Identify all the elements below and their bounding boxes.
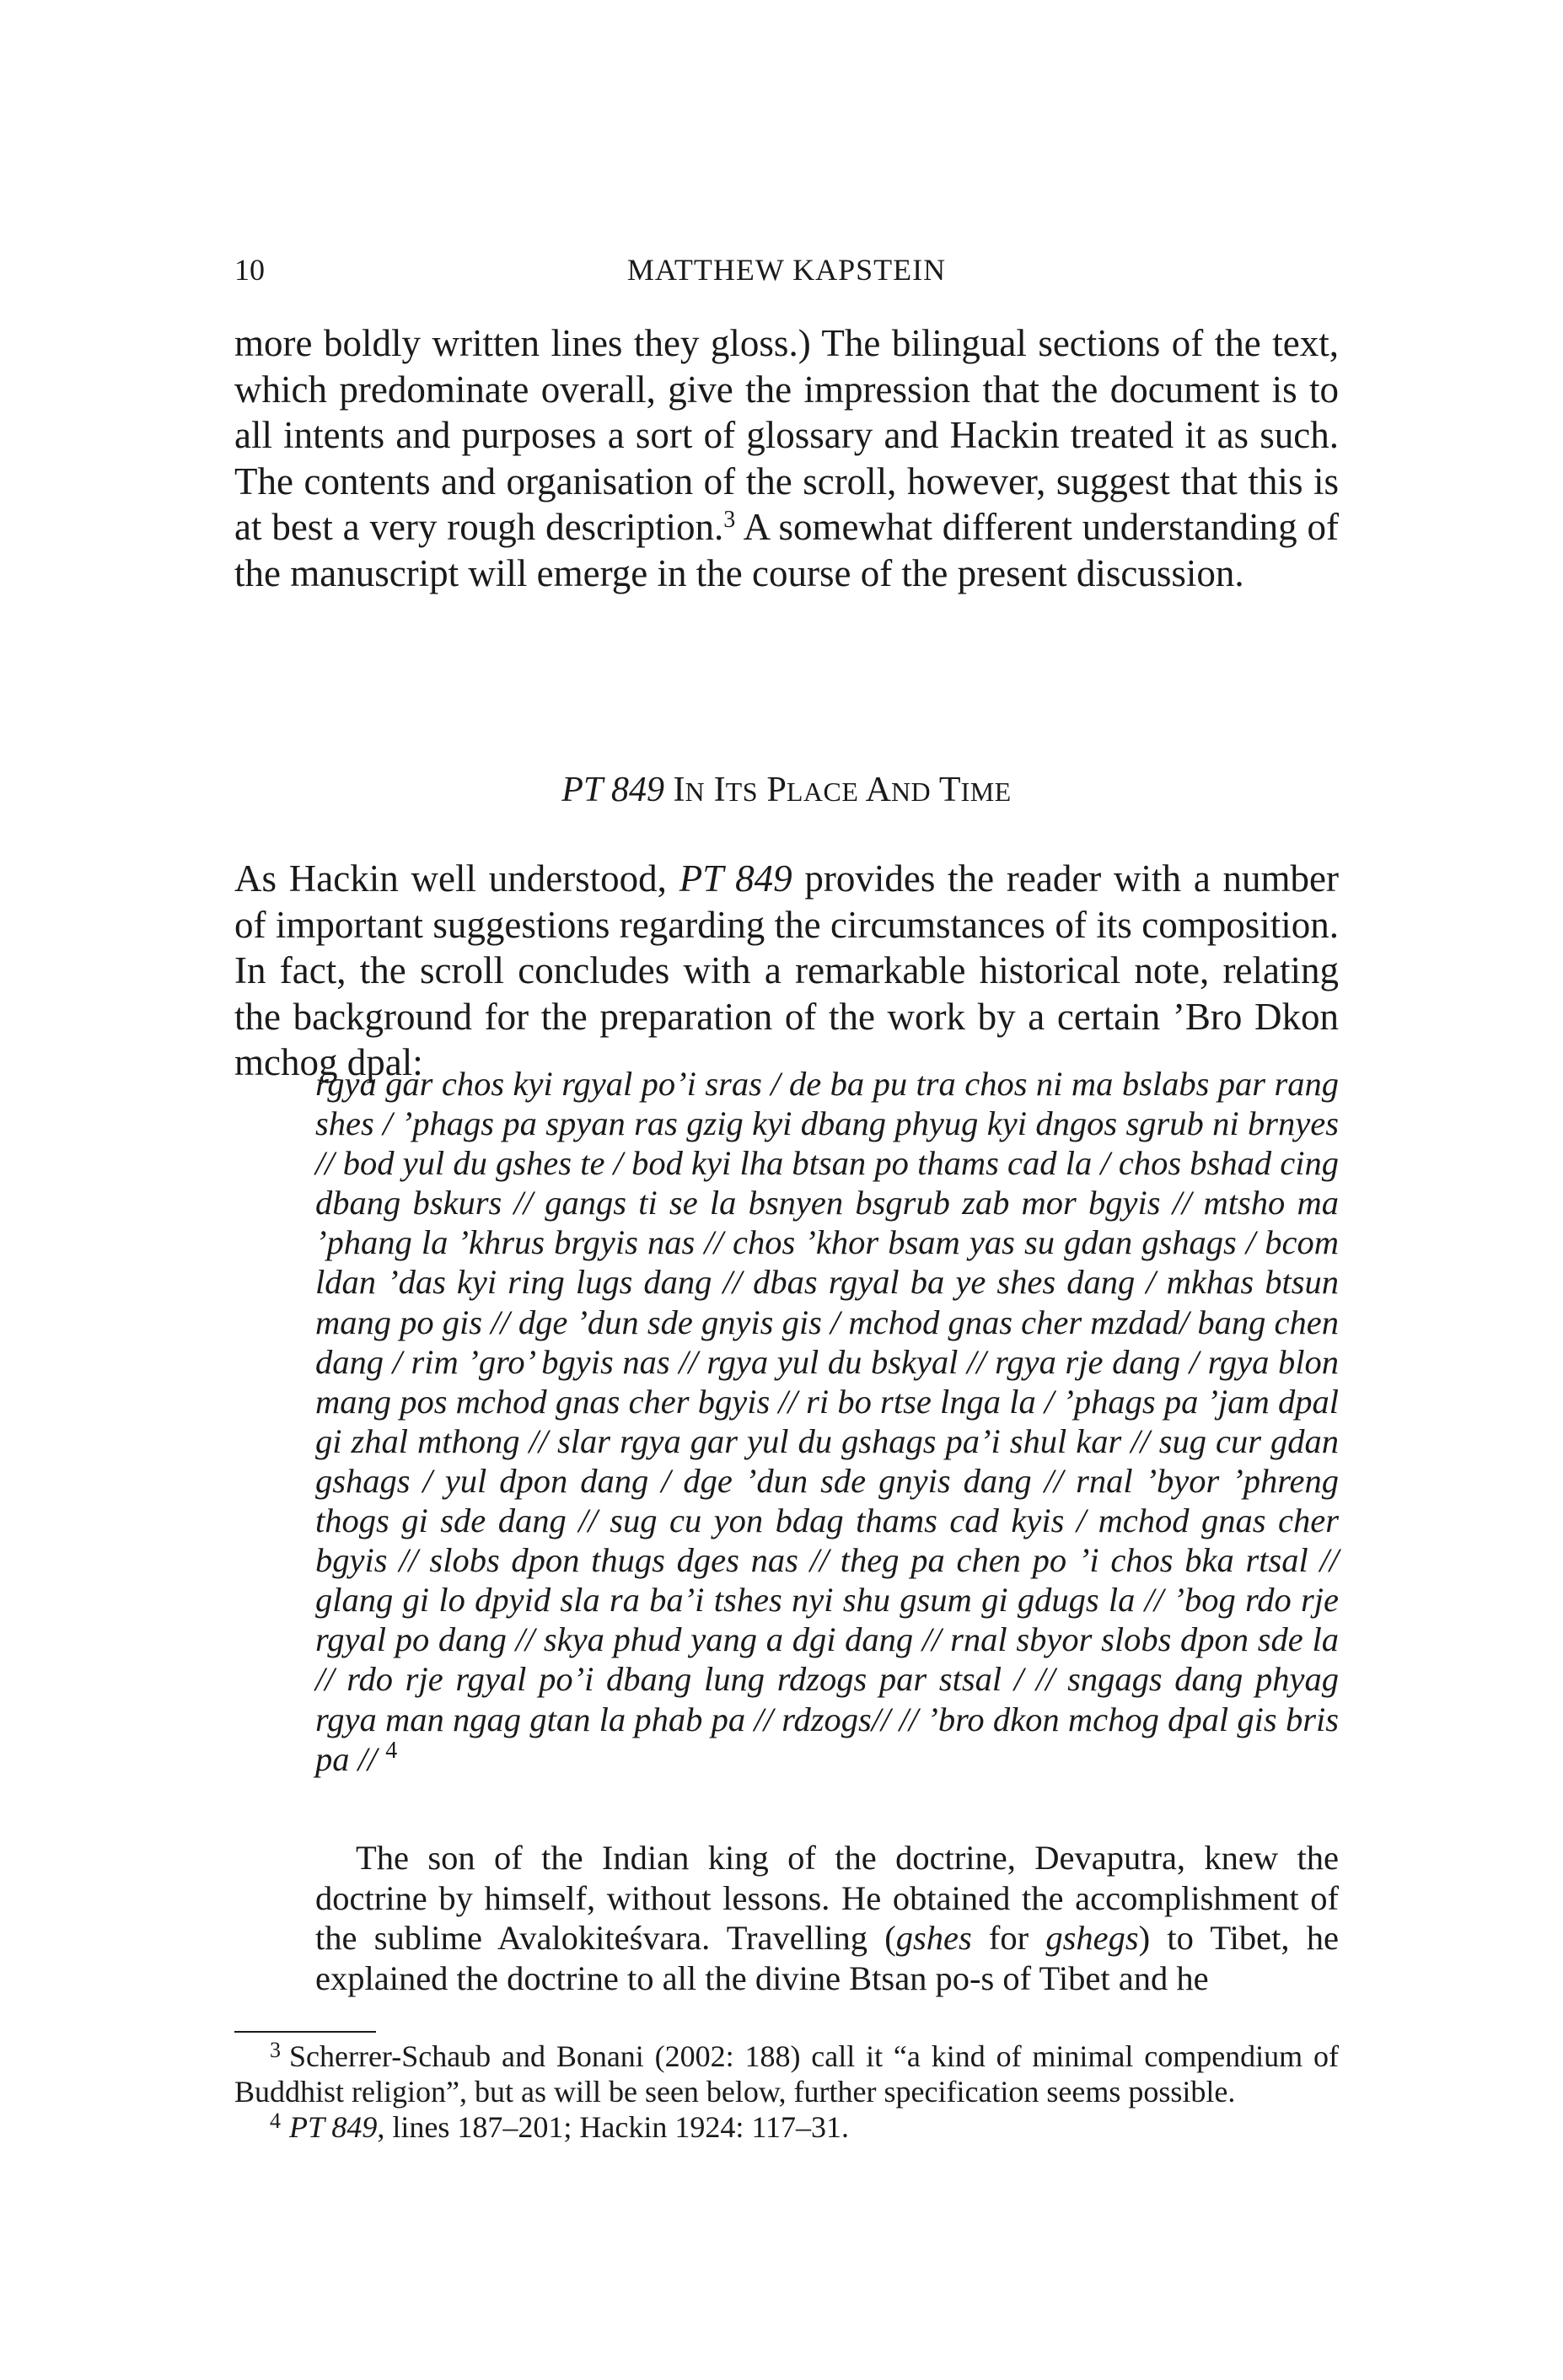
footnote-text: , lines 187–201; Hackin 1924: 117–31. bbox=[377, 2110, 849, 2144]
section-heading: PT 849 IN ITS PLACE AND TIME bbox=[561, 771, 1012, 809]
paragraph-intro: As Hackin well understood, PT 849 provides the reader with a number of important suggestions regarding the circumstances of its composition. In fact, the scroll concludes with a remarkable historical note, relating the background for the preparation of the work by a certain ’Bro Dkon mchog dpal: bbox=[234, 857, 1340, 1083]
footnote-mark: 3 bbox=[270, 2038, 281, 2062]
paragraph-text: more boldly written lines they gloss.) The bilingual sections of the text, which predominate overall, give the impression that the document is to all intents and purposes a sort of glossary and Hackin treated it as such. The contents and organisation of the scroll, however, suggest that this is at best a very rough description. bbox=[234, 322, 1339, 548]
paragraph-text: A somewhat different understanding of the manuscript will emerge in the course of the present discussion. bbox=[234, 506, 1339, 594]
footnote-reference-4[interactable]: 4 bbox=[385, 1737, 398, 1764]
footnote-rule bbox=[234, 2031, 376, 2033]
tibetan-transliteration: rgya gar chos kyi rgyal po’i sras / de ba pu tra chos ni ma bslabs par rang shes / ’phags pa spyan ras gzig kyi dbang phyug kyi dngos sgrub ni brnyes // bod yul du gshes te / bod kyi lha btsan po thams cad la / chos bshad cing dbang bskurs // gangs ti se la bsnyen bsgrub zab mor bgyis // mtsho ma ’phang la ’khrus brgyis nas // chos ’khor bsam yas su gdan gshags / bcom ldan ’das kyi ring lugs dang // dbas rgyal ba ye shes dang / mkhas btsun mang po gis // dge ’dun sde gnyis gis / mchod gnas cher mzdad/ bang chen dang / rim ’gro’ bgyis nas // rgya yul du bskyal // rgya rje dang / rgya blon mang pos mchod gnas cher bgyis // ri bo rtse lnga la / ’phags pa ’jam dpal gi zhal mthong // slar rgya gar yul du gshags pa’i shul kar // sug cur gdan gshags / yul dpon dang / dge ’dun sde gnyis dang // rnal ’byor ’phreng thogs gi sde dang // sug cu yon bdag thams cad kyis / mchod gnas cher bgyis // slobs dpon thugs dges nas // theg pa chen po ’i chos bka rtsal // glang gi lo dpyid sla ra ba’i tshes nyi shu gsum gi gdugs la // ’bog rdo rje rgyal po dang // skya phud yang a dgi dang // rnal sbyor slobs dpon sde la // rdo rje rgyal po’i dbang lung rdzogs par stsal / // sngags dang phyag rgya man ngag gtan la phab pa // rdzogs// // ’bro dkon mchog dpal gis bris pa // bbox=[315, 1065, 1339, 1778]
footnote-siglum: PT 849 bbox=[289, 2110, 378, 2144]
tibetan-block-quote bbox=[315, 1064, 1339, 1779]
running-title: MATTHEW KAPSTEIN bbox=[626, 253, 947, 287]
footnotes bbox=[234, 2039, 1339, 2145]
translation-quote: The son of the Indian king of the doctrine, Devaputra, knew the doctrine by himself, without lessons. He obtained the accomplishment of the sublime Avalokiteśvara. Travelling (gshes for gshegs) to Tibet, he explained the doctrine to all the divine Btsan po-s of Tibet and he bbox=[315, 1839, 1339, 1997]
heading-italic-title: PT 849 bbox=[561, 771, 665, 809]
footnote-text: Scherrer-Schaub and Bonani (2002: 188) call it “a kind of minimal compendium of Buddhist religion”, but as will be seen below, further specification seems possible. bbox=[234, 2039, 1339, 2109]
manuscript-siglum: PT 849 bbox=[679, 857, 792, 900]
footnote-reference-3[interactable]: 3 bbox=[723, 507, 736, 533]
running-head bbox=[234, 249, 1339, 291]
footnote-mark: 4 bbox=[270, 2109, 281, 2133]
paragraph-continued bbox=[234, 320, 1339, 596]
footnote-3 bbox=[234, 2039, 1339, 2109]
page-number: 10 bbox=[234, 253, 265, 287]
footnote-4 bbox=[234, 2109, 1339, 2145]
